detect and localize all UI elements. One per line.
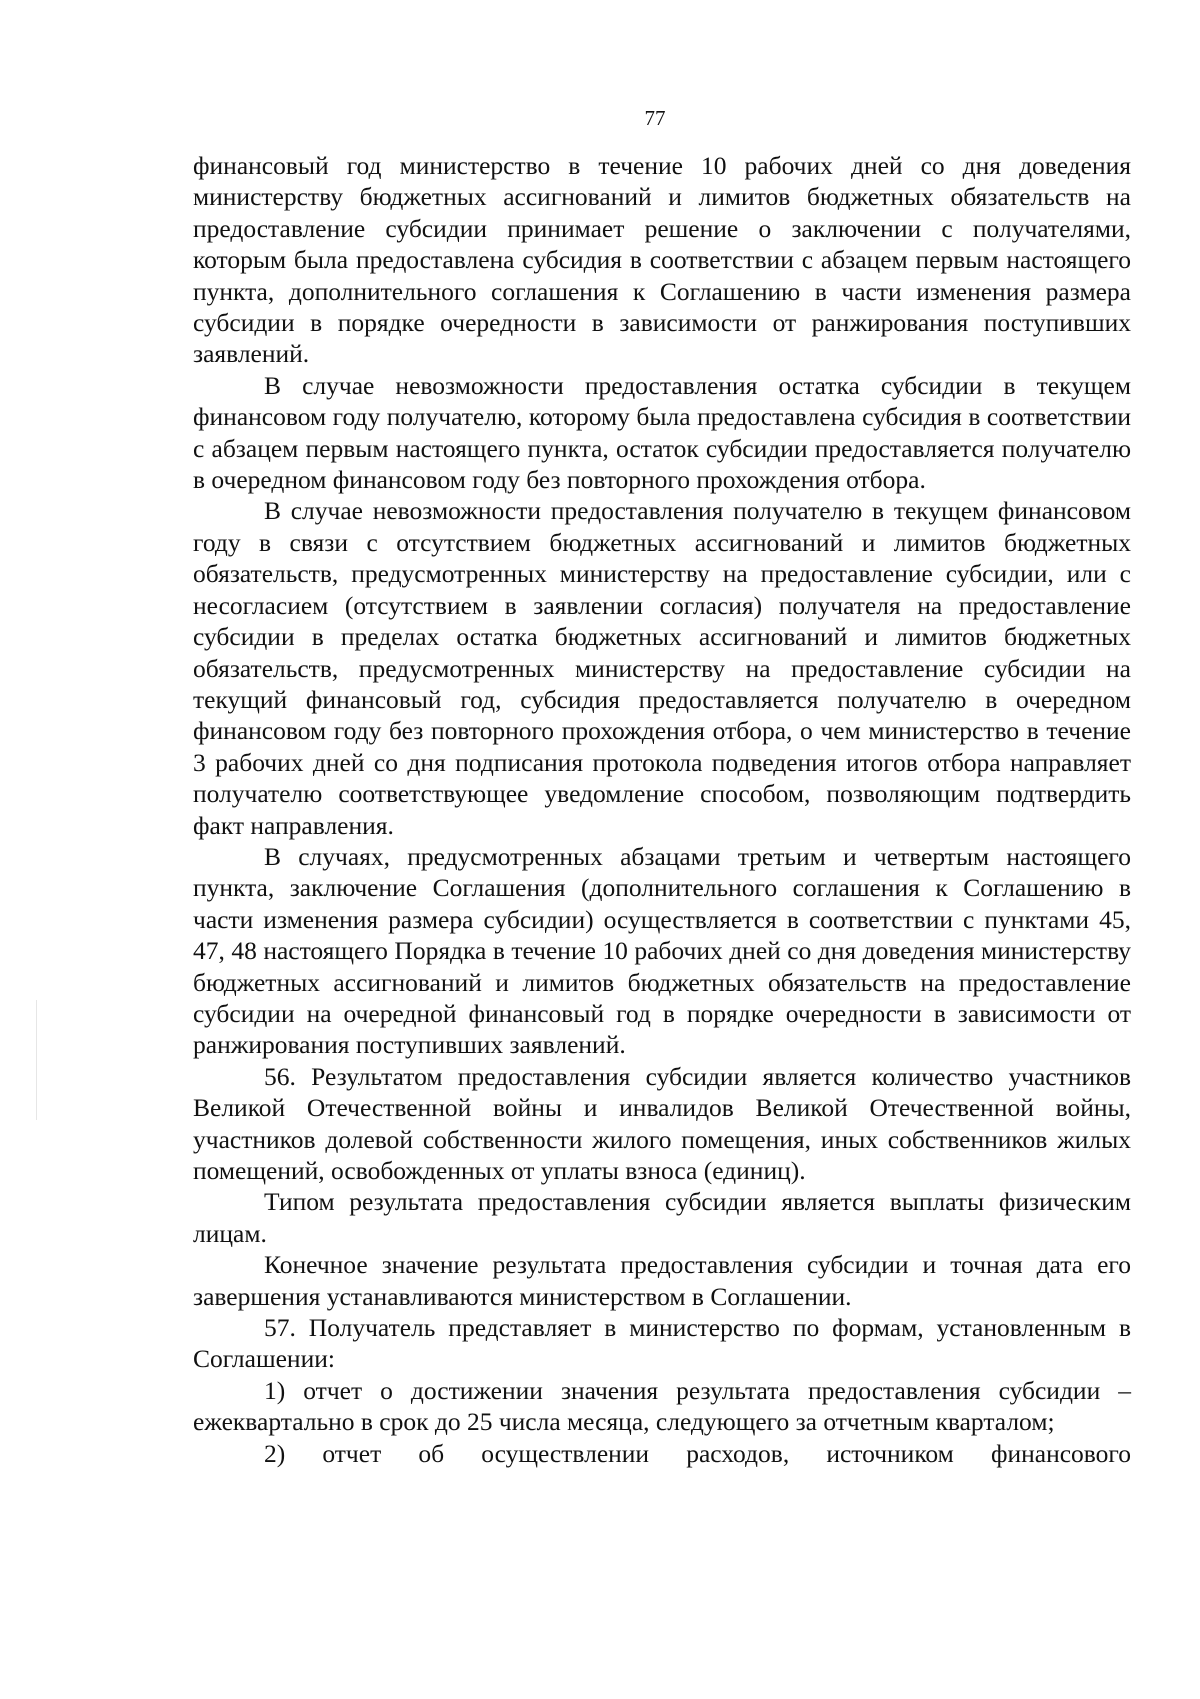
list-item-report-1: 1) отчет о достижении значения результата предоставления субсидии – ежеквартально в срок до 25 числа месяца, следующего за отчетным кварталом; xyxy=(193,1375,1131,1437)
paragraph-final-value: Конечное значение результата предоставления субсидии и точная дата его завершения устанавливаются министерством в Соглашении. xyxy=(193,1250,1131,1311)
paragraph-item-57: 57. Получатель представляет в министерство по формам, установленным в Соглашении: xyxy=(193,1313,1131,1374)
paragraph-agreement-conclusion: В случаях, предусмотренных абзацами третьим и четвертым настоящего пункта, заключение Соглашения (дополнительного соглашения к Соглашению в части изменения размера субсидии) осуществляется в соответствии с пунктами 45, 47, 48 настоящего Порядка в течение 10 рабочих дней со дня доведения министерству бюджетных ассигнований и лимитов бюджетных обязательств на предоставление субсидии на очередной финансовый год в порядке очередности в зависимости от ранжирования поступивших заявлений. xyxy=(193,841,1131,1060)
page-number: 77 xyxy=(644,106,666,130)
paragraph-result-type: Типом результата предоставления субсидии является выплаты физическим лицам. xyxy=(193,1187,1131,1248)
document-body xyxy=(193,150,1131,1469)
list-item-report-2: 2) отчет об осуществлении расходов, источником финансового xyxy=(264,1438,1131,1468)
scan-edge-mark xyxy=(36,1000,37,1120)
paragraph-remaining-subsidy: В случае невозможности предоставления остатка субсидии в текущем финансовом году получателю, которому была предоставлена субсидия в соответствии с абзацем первым настоящего пункта, остаток субсидии предоставляется получателю в очередном финансовом году без повторного прохождения отбора. xyxy=(193,370,1131,495)
paragraph-no-allocations: В случае невозможности предоставления получателю в текущем финансовом году в связи с отсутствием бюджетных ассигнований и лимитов бюджетных обязательств, предусмотренных министерству на предоставление субсидии, или с несогласием (отсутствием в заявлении согласия) получателя на предоставление субсидии в пределах остатка бюджетных ассигнований и лимитов бюджетных обязательств, предусмотренных министерству на предоставление субсидии на текущий финансовый год, субсидия предоставляется получателю в очередном финансовом году без повторного прохождения отбора, о чем министерство в течение 3 рабочих дней со дня подписания протокола подведения итогов отбора направляет получателю соответствующее уведомление способом, позволяющим подтвердить факт направления. xyxy=(193,496,1131,840)
paragraph-continuation: финансовый год министерство в течение 10 рабочих дней со дня доведения министерству бюджетных ассигнований и лимитов бюджетных обязательств на предоставление субсидии принимает решение о заключении с получателями, которым была предоставлена субсидия в соответствии с абзацем первым настоящего пункта, дополнительного соглашения к Соглашению в части изменения размера субсидии в порядке очередности в зависимости от ранжирования поступивших заявлений. xyxy=(193,151,1131,369)
paragraph-item-56: 56. Результатом предоставления субсидии является количество участников Великой Отечественной войны и инвалидов Великой Отечественной войны, участников долевой собственности жилого помещения, иных собственников жилых помещений, освобожденных от уплаты взноса (единиц). xyxy=(193,1061,1131,1185)
